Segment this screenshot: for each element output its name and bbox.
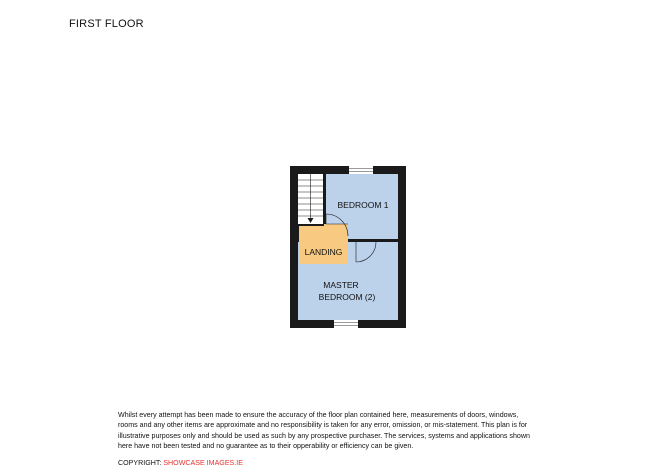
landing-top-wall <box>298 224 324 226</box>
page-title: FIRST FLOOR <box>69 18 144 30</box>
disclaimer-text: Whilst every attempt has been made to ensure the accuracy of the floor plan contained here, measurements of doors, windows, rooms and any other items are approximate and no responsibility is taken for any error, omission, or mis-statement. This plan is for illustrative purposes only and should be used as such by any prospective purchaser. The services, systems and applications shown here have not been tested and no guarantee as to their opperability or efficiency can be given. <box>118 411 530 451</box>
copyright-line <box>118 459 243 467</box>
floor-plan <box>286 162 410 332</box>
copyright-brand: SHOWCASE IMAGES.IE <box>163 459 243 467</box>
landing-label: LANDING <box>304 247 343 257</box>
partition-wall-right <box>376 239 398 242</box>
stair-wall <box>323 174 326 224</box>
window-top <box>349 166 373 174</box>
window-bottom <box>334 320 358 328</box>
copyright-label: COPYRIGHT: <box>118 459 164 467</box>
master-bedroom-label-line1: MASTER <box>323 280 359 290</box>
partition-wall-left <box>348 239 356 242</box>
master-bedroom-label-line2: BEDROOM (2) <box>318 292 376 302</box>
landing-room <box>299 224 348 264</box>
bedroom-1-label: BEDROOM 1 <box>337 200 389 210</box>
